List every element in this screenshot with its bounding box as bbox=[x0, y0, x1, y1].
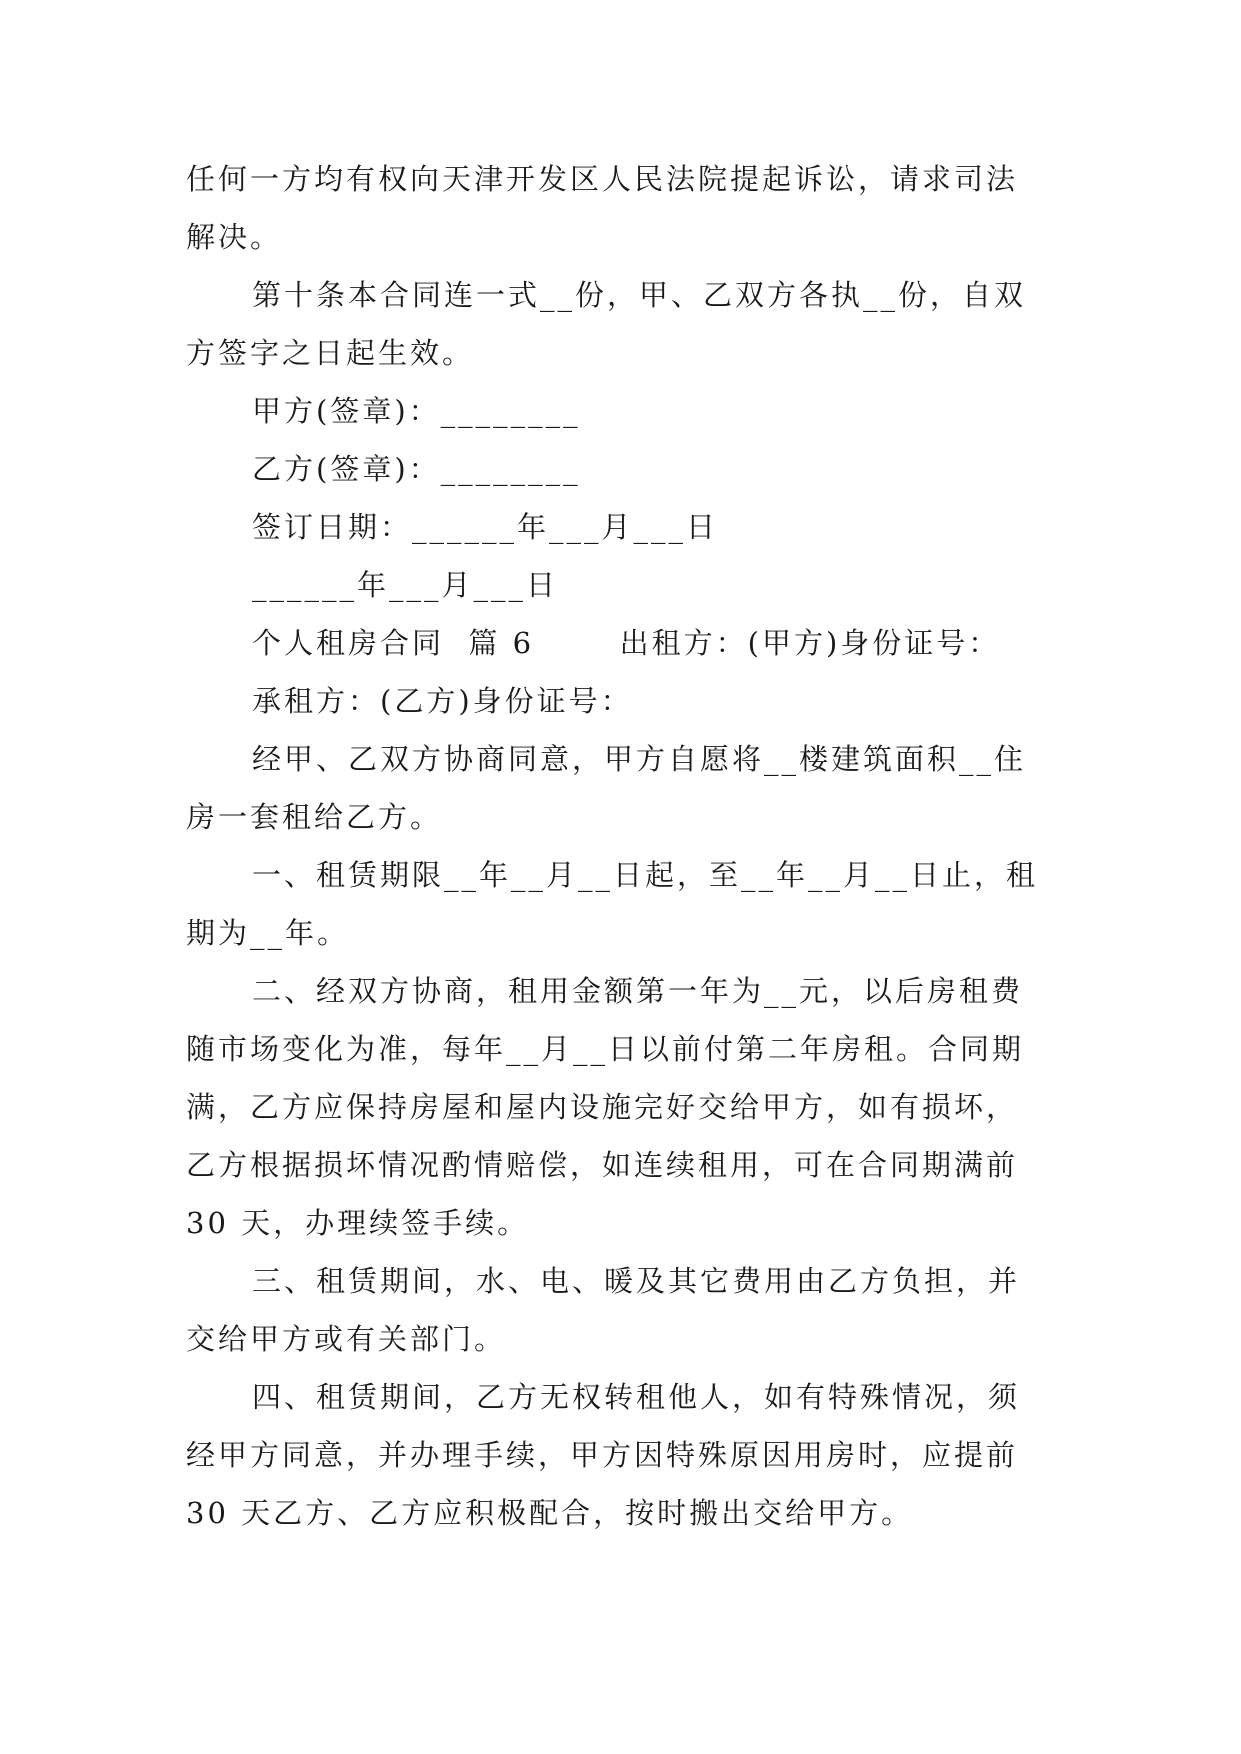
text-line: 经甲、乙双方协商同意，甲方自愿将__楼建筑面积__住 bbox=[252, 742, 1027, 776]
section-heading: 个人租房合同 篇 6 出租方：(甲方)身份证号： bbox=[252, 626, 1001, 660]
text-line: 满，乙方应保持房屋和屋内设施完好交给甲方，如有损坏， bbox=[186, 1090, 1019, 1124]
text-line: 随市场变化为准，每年__月__日以前付第二年房租。合同期 bbox=[186, 1032, 1025, 1066]
text-line: 任何一方均有权向天津开发区人民法院提起诉讼，请求司法 bbox=[186, 162, 1019, 196]
text-line: 三、租赁期间，水、电、暖及其它费用由乙方负担，并 bbox=[252, 1264, 1021, 1298]
text-line: 乙方根据损坏情况酌情赔偿，如连续租用，可在合同期满前 bbox=[186, 1148, 1019, 1182]
text-line: 期为__年。 bbox=[186, 916, 350, 950]
text-line: 30 天乙方、乙方应积极配合，按时搬出交给甲方。 bbox=[186, 1496, 914, 1530]
text-line: 承租方：(乙方)身份证号： bbox=[252, 684, 633, 718]
signature-line-party-a: 甲方(签章)：________ bbox=[252, 394, 581, 428]
signature-line-party-b: 乙方(签章)：________ bbox=[252, 452, 581, 486]
date-line: ______年___月___日 bbox=[252, 568, 559, 602]
text-line: 四、租赁期间，乙方无权转租他人，如有特殊情况，须 bbox=[252, 1380, 1021, 1414]
text-line: 一、租赁期限__年__月__日起，至__年__月__日止，租 bbox=[252, 858, 1039, 892]
text-line: 经甲方同意，并办理手续，甲方因特殊原因用房时，应提前 bbox=[186, 1438, 1019, 1472]
text-line: 交给甲方或有关部门。 bbox=[186, 1322, 507, 1356]
text-line: 第十条本合同连一式__份，甲、乙双方各执__份，自双 bbox=[252, 278, 1027, 312]
text-line: 方签字之日起生效。 bbox=[186, 336, 475, 370]
signing-date-line: 签订日期：______年___月___日 bbox=[252, 510, 719, 544]
text-line: 30 天，办理续签手续。 bbox=[186, 1206, 530, 1240]
text-line: 二、经双方协商，租用金额第一年为__元，以后房租费 bbox=[252, 974, 1024, 1008]
text-line: 房一套租给乙方。 bbox=[186, 800, 443, 834]
text-line: 解决。 bbox=[186, 220, 283, 254]
document-page bbox=[186, 150, 1056, 1542]
